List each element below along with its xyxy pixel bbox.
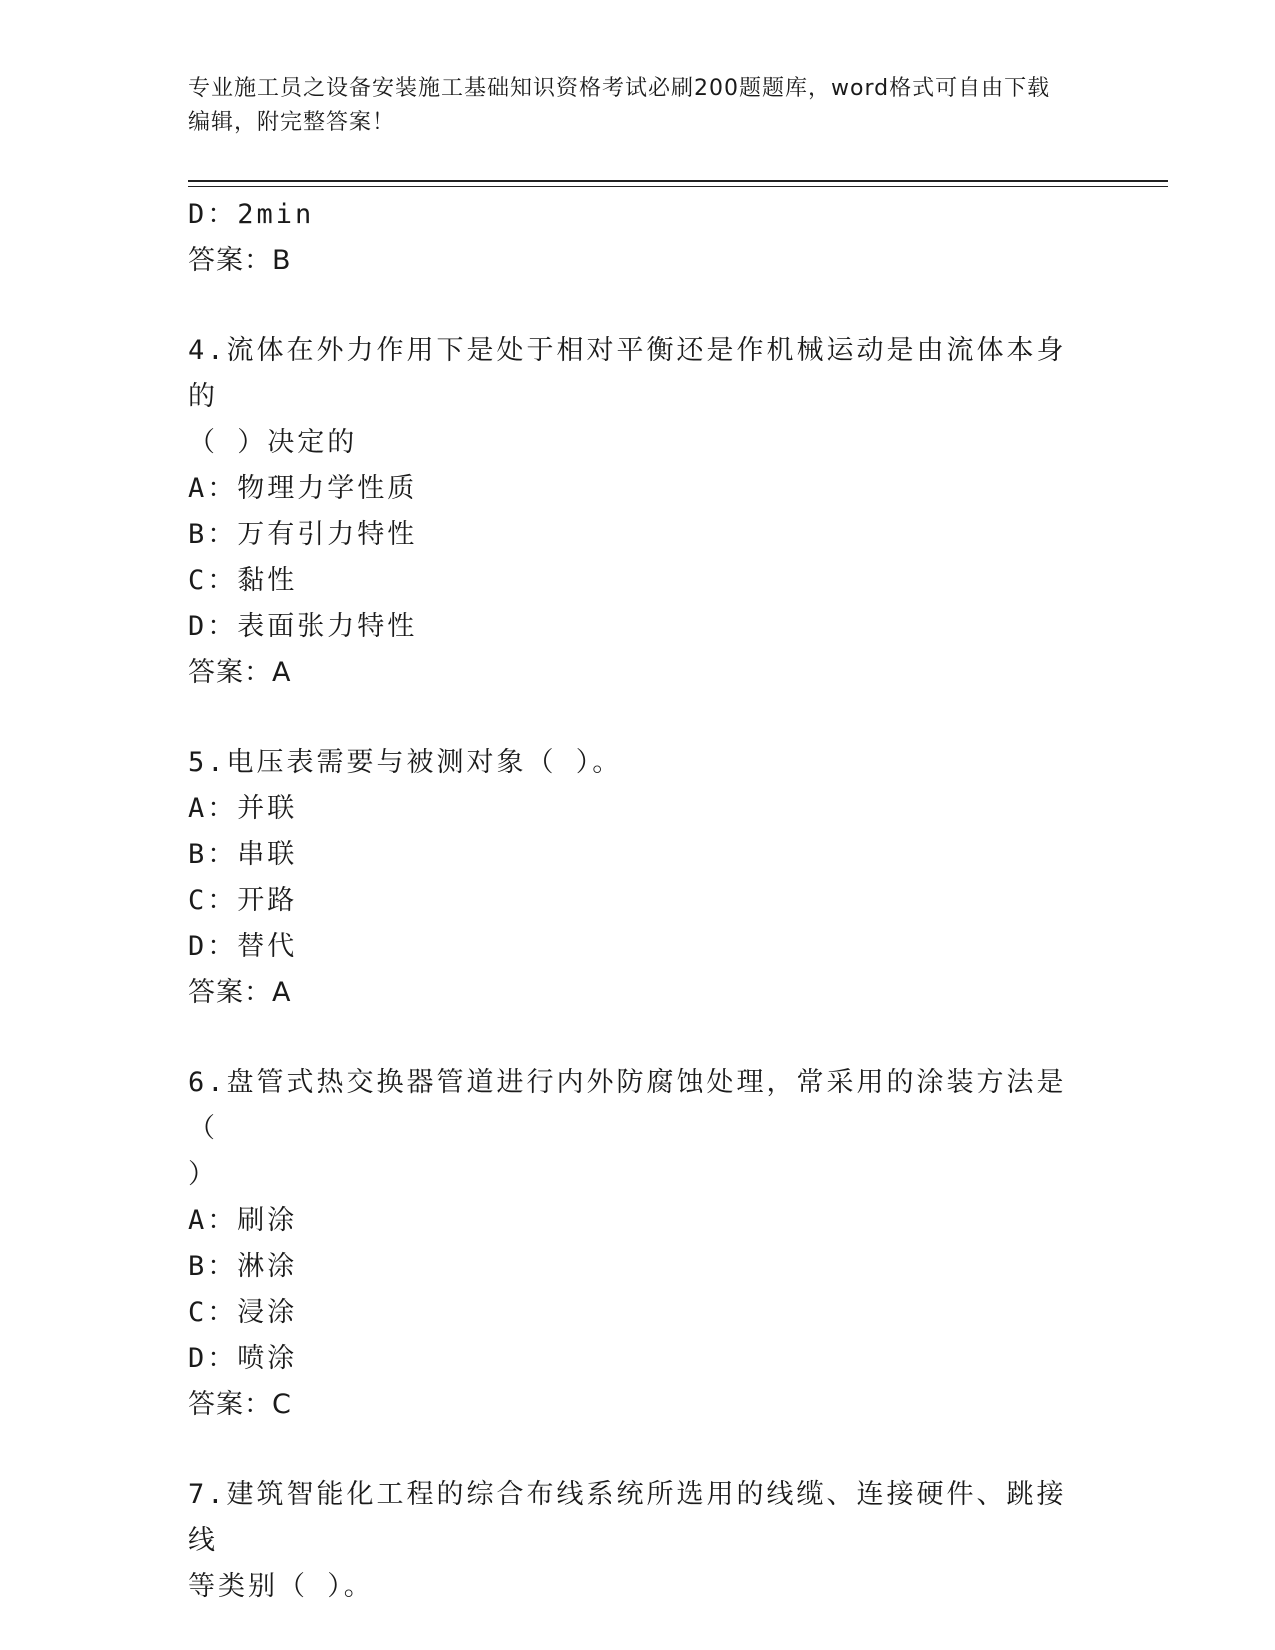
option-a: A：物理力学性质: [188, 473, 418, 504]
header-rule-thick: [188, 180, 1168, 182]
answer: 答案：A: [188, 977, 292, 1008]
question-block: [188, 740, 1088, 1016]
question-text: 5.电压表需要与被测对象（ ）。: [188, 747, 623, 778]
question-text-cont: ）: [188, 1159, 218, 1190]
question-block: [188, 328, 1088, 696]
option-a: A：刷涂: [188, 1205, 298, 1236]
answer: 答案：A: [188, 657, 292, 688]
header-rule-thin: [188, 186, 1168, 187]
spacer: [188, 1428, 1088, 1472]
option-c: C：开路: [188, 885, 298, 916]
answer: 答案：C: [188, 1389, 292, 1420]
question-text: 6.盘管式热交换器管道进行内外防腐蚀处理，常采用的涂装方法是（: [188, 1067, 1067, 1144]
question-text-cont: 等类别（ ）。: [188, 1571, 374, 1602]
option-d: D：2min: [188, 199, 315, 230]
header-text: 专业施工员之设备安装施工基础知识资格考试必刷200题题库，word格式可自由下载编辑，附完整答案！: [188, 76, 1051, 135]
option-c: C：黏性: [188, 565, 298, 596]
question-text: 4.流体在外力作用下是处于相对平衡还是作机械运动是由流体本身的: [188, 335, 1067, 412]
option-b: B：万有引力特性: [188, 519, 418, 550]
answer: 答案：B: [188, 245, 292, 276]
spacer: [188, 696, 1088, 740]
document-body: [188, 192, 1088, 1610]
option-c: C：浸涂: [188, 1297, 298, 1328]
option-d: D：表面张力特性: [188, 611, 418, 642]
spacer: [188, 284, 1088, 328]
question-block: [188, 1060, 1088, 1428]
option-d: D：喷涂: [188, 1343, 298, 1374]
document-header: [188, 72, 1068, 140]
question-text-cont: （ ）决定的: [188, 427, 358, 458]
question-text: 7.建筑智能化工程的综合布线系统所选用的线缆、连接硬件、跳接线: [188, 1479, 1067, 1556]
option-a: A：并联: [188, 793, 298, 824]
option-d: D：替代: [188, 931, 298, 962]
question-block: [188, 1472, 1088, 1610]
option-b: B：淋涂: [188, 1251, 298, 1282]
option-b: B：串联: [188, 839, 298, 870]
spacer: [188, 1016, 1088, 1060]
